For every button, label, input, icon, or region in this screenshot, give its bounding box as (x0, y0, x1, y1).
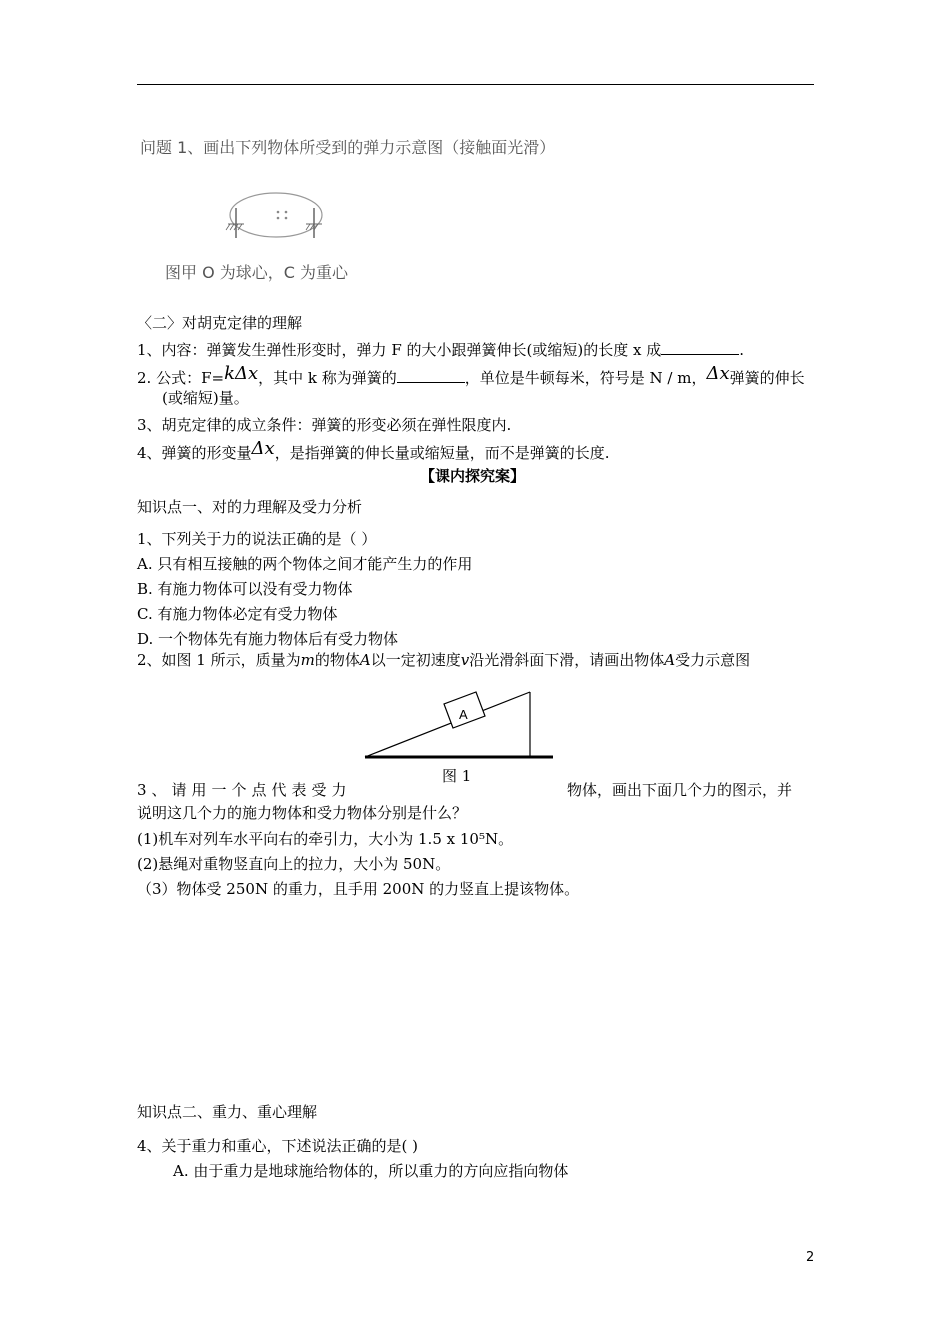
hooke-p2-b: ，其中 k 称为弹簧的 (258, 369, 397, 387)
kp1-q2 (137, 650, 750, 670)
sphere-figure-caption: 图甲 O 为球心，C 为重心 (165, 263, 349, 282)
q2-object: A (359, 651, 371, 669)
delta-x-symbol-2: Δx (251, 438, 275, 459)
hooke-p4-a: 4、弹簧的形变量 (137, 444, 252, 462)
hooke-p4 (137, 438, 610, 463)
section-title: 【课内探究案】 (420, 467, 526, 485)
kp1-q1: 1、下列关于力的说法正确的是（ ） (137, 530, 377, 548)
q2-text-a: 2、如图 1 所示，质量为 (137, 651, 301, 669)
kp1-heading: 知识点一、对的力理解及受力分析 (137, 498, 363, 516)
header-rule (137, 84, 814, 85)
q2-velocity: v (460, 651, 470, 669)
q2-text-d: 沿光滑斜面下滑，请画出物体 (469, 651, 665, 669)
option-b: B. 有施力物体可以没有受力物体 (137, 580, 353, 598)
formula-k-delta-x: kΔx (224, 363, 259, 384)
hooke-p1-text: 1、内容：弹簧发生弹性形变时，弹力 F 的大小跟弹簧伸长(或缩短)的长度 x 成 (137, 341, 662, 359)
hooke-p1 (137, 340, 744, 360)
q3-item-2: (2)悬绳对重物竖直向上的拉力，大小为 50N。 (137, 855, 451, 873)
hooke-p2-c: ，单位是牛顿每米，符号是 N / m， (464, 369, 707, 387)
q2-text-b: 的物体 (314, 651, 360, 669)
blank-stiffness (397, 368, 465, 383)
hooke-p2-e: (或缩短)量。 (162, 389, 249, 407)
blank-proportional (661, 340, 739, 355)
q3-text-a: 3、请用一个点代表受力 (137, 781, 352, 799)
sphere-figure (222, 188, 332, 243)
hooke-p2-a: 2. 公式：F= (137, 369, 225, 387)
hooke-p1-end: . (739, 341, 744, 359)
hooke-p2 (137, 363, 805, 388)
q1-image-title: 问题 1、画出下列物体所受到的弹力示意图（接触面光滑） (140, 138, 556, 157)
option-a: A. 只有相互接触的两个物体之间才能产生力的作用 (137, 555, 473, 573)
option-c: C. 有施力物体必定有受力物体 (137, 605, 338, 623)
kp2-q4-option-a: A. 由于重力是地球施给物体的，所以重力的方向应指向物体 (173, 1162, 569, 1180)
page-number: 2 (806, 1250, 815, 1265)
q2-object-2: A (664, 651, 676, 669)
block-a-label: A (459, 707, 468, 722)
fig1-caption: 图 1 (442, 767, 472, 785)
kp1-q3-start (137, 780, 352, 800)
q2-text-e: 受力示意图 (675, 651, 751, 669)
q2-mass: m (300, 651, 315, 669)
kp1-q3-line2: 说明这几个力的施力物体和受力物体分别是什么？ (137, 804, 468, 822)
hooke-p2-d: 弹簧的伸长 (729, 369, 805, 387)
kp2-heading: 知识点二、重力、重心理解 (137, 1103, 318, 1121)
hooke-p4-b: ，是指弹簧的伸长量或缩短量，而不是弹簧的长度. (274, 444, 610, 462)
q3-item-1: (1)机车对列车水平向右的牵引力，大小为 1.5 x 10⁵N。 (137, 830, 514, 848)
hooke-heading: 〈二〉对胡克定律的理解 (137, 314, 303, 332)
incline-slope (365, 692, 530, 757)
hooke-p3: 3、胡克定律的成立条件：弹簧的形变必须在弹性限度内. (137, 416, 512, 434)
delta-x-symbol: Δx (706, 363, 730, 384)
kp2-q4: 4、关于重力和重心，下述说法正确的是( ) (137, 1137, 419, 1155)
option-d: D. 一个物体先有施力物体后有受力物体 (137, 630, 399, 648)
q2-text-c: 以一定初速度 (370, 651, 461, 669)
kp1-q3-end: 物体，画出下面几个力的图示，并 (567, 781, 793, 799)
q3-item-3: （3）物体受 250N 的重力，且手用 200N 的力竖直上提该物体。 (137, 880, 580, 898)
incline-figure (360, 684, 560, 764)
